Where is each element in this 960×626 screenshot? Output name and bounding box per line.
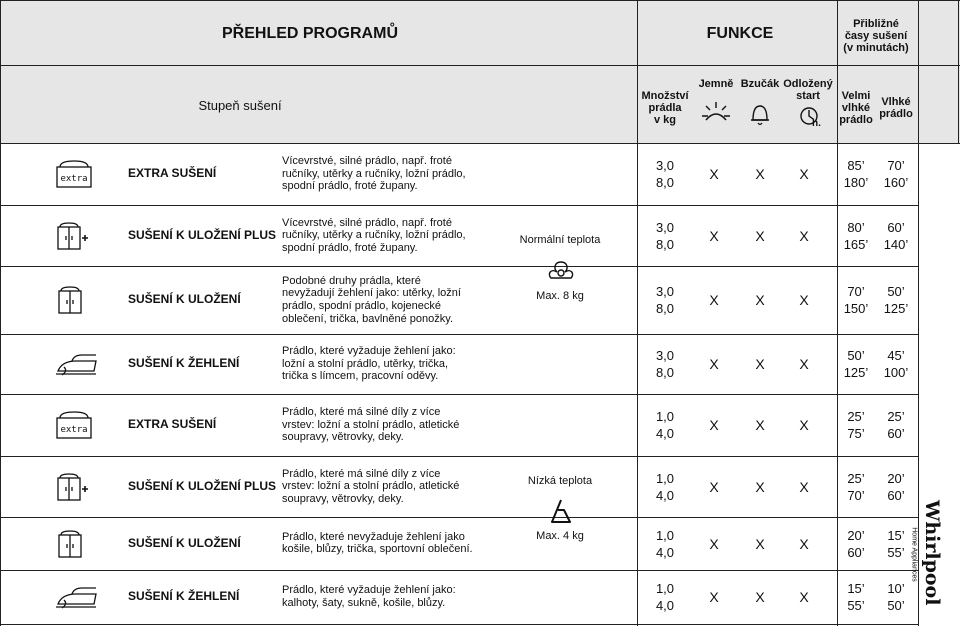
gentle-mark: X [709, 166, 719, 182]
program-name: SUŠENÍ K ULOŽENÍ PLUS [128, 227, 277, 242]
iron-icon [52, 582, 102, 612]
time-very-wet: 85’ 180’ [843, 158, 869, 190]
description-line: nevyžadují žehlení jako: utěrky, ložní [282, 287, 461, 300]
program-name: EXTRA SUŠENÍ [128, 417, 217, 431]
time-very-wet: 80’ 165’ [843, 219, 869, 252]
table-row [0, 334, 918, 394]
grid-line [0, 624, 918, 625]
buzzer-mark: X [755, 535, 765, 552]
program-description [282, 155, 502, 193]
gentle-mark: X [709, 589, 719, 605]
buzzer-mark: X [755, 417, 765, 433]
description-line: Vícevrstvé, silné prádlo, např. froté [282, 216, 452, 229]
cupboard-plus-icon [52, 221, 102, 251]
amount-kg: 1,0 4,0 [655, 527, 675, 560]
time-wet: 25’ 60’ [887, 409, 905, 441]
table-row [0, 456, 918, 517]
program-name: SUŠENÍ K ŽEHLENÍ [128, 356, 240, 370]
amount-kg: 1,0 4,0 [655, 470, 675, 503]
svg-text:extra: extra [60, 174, 88, 184]
description-line: ručníky, utěrky a ručníky, ložní prádlo, [282, 229, 466, 242]
normal-temp-icon [546, 258, 576, 282]
delay-hours-label: h. [812, 118, 821, 129]
delay-mark: X [799, 535, 809, 552]
description-line: ložní a stolní prádlo, utěrky, trička, [282, 357, 449, 370]
description-line: Prádlo, které nevyžaduje žehlení jako [282, 530, 465, 543]
description-line: Podobné druhy prádla, které [282, 274, 421, 287]
buzzer-mark: X [755, 166, 765, 182]
extra-dry-icon [52, 159, 102, 189]
title-times: Přibližné časy sušení (v minutách) [843, 18, 909, 54]
time-wet: 45’ 100’ [883, 348, 909, 380]
description-line: Prádlo, které vyžaduje žehlení jako: [282, 584, 456, 597]
amount-kg: 3,0 8,0 [655, 348, 675, 380]
gentle-mark: X [709, 292, 719, 308]
program-name: EXTRA SUŠENÍ [128, 166, 217, 180]
amount-kg: 1,0 4,0 [655, 581, 675, 613]
program-name: SUŠENÍ K ULOŽENÍ [128, 535, 241, 550]
program-description [282, 345, 502, 383]
buzzer-mark: X [755, 356, 765, 372]
description-line: oblečení, trička, bavlněné ponožky. [282, 312, 454, 325]
delayed-start-header: Odložený start [783, 78, 833, 102]
delay-mark: X [799, 589, 809, 605]
description-line: spodní prádlo, froté župany. [282, 180, 418, 193]
time-wet: 70’ 160’ [883, 158, 909, 190]
description-line: trička s límcem, pracovní oděvy. [282, 370, 439, 383]
description-line: Vícevrstvé, silné prádlo, např. froté [282, 155, 452, 168]
bell-icon [748, 100, 772, 128]
table-row [0, 266, 918, 334]
normal-temp-label: Normální teplota [519, 234, 601, 246]
description-line: košile, blůzy, trička, sportovní oblečení. [282, 543, 473, 556]
delay-mark: X [799, 227, 809, 244]
normal-max-label: Max. 8 kg [536, 290, 584, 302]
table-row [0, 570, 918, 624]
grid-line [958, 0, 959, 143]
cupboard-icon [52, 285, 102, 315]
time-very-wet: 25’ 70’ [847, 470, 865, 503]
time-wet: 15’ 55’ [887, 527, 905, 560]
low-temp-label: Nízká teplota [527, 475, 593, 487]
gentle-mark: X [709, 535, 719, 552]
program-description [282, 275, 502, 325]
description-line: kalhoty, šaty, sukně, košile, blůzy. [282, 596, 446, 609]
low-max-label: Max. 4 kg [536, 530, 584, 542]
time-wet: 20’ 60’ [887, 470, 905, 503]
cupboard-plus-icon [52, 472, 102, 502]
brand-name: Whirlpool [921, 500, 943, 606]
cupboard-icon [52, 529, 102, 559]
program-description [282, 584, 502, 609]
low-temp-icon [548, 498, 574, 524]
very-wet-header: Velmi vlhké prádlo [839, 90, 873, 126]
time-wet: 60’ 140’ [883, 219, 909, 252]
amount-kg: 3,0 8,0 [655, 158, 675, 190]
table-row [0, 205, 918, 266]
gentle-mark: X [709, 417, 719, 433]
buzzer-header: Bzučák [740, 78, 780, 90]
amount-header: Množství prádla v kg [641, 90, 689, 126]
title-programs: PŘEHLED PROGRAMŮ [221, 25, 398, 42]
delay-mark: X [799, 166, 809, 182]
gentle-mark: X [709, 227, 719, 244]
delay-mark: X [799, 292, 809, 308]
amount-kg: 3,0 8,0 [655, 284, 675, 316]
svg-text:extra: extra [60, 425, 88, 435]
program-description [282, 406, 502, 444]
gentle-mark: X [709, 478, 719, 495]
time-very-wet: 70’ 150’ [843, 284, 869, 316]
brand-tagline: Home Appliances [910, 527, 918, 582]
description-line: Prádlo, které má silné díly z více [282, 467, 441, 480]
buzzer-mark: X [755, 589, 765, 605]
program-description [282, 217, 502, 255]
extra-dry-icon [52, 410, 102, 440]
description-line: vrstev: ložní a stolní prádlo, atletické [282, 418, 460, 431]
buzzer-mark: X [755, 227, 765, 244]
description-line: soupravy, větrovky, deky. [282, 492, 404, 505]
gentle-icon [698, 98, 734, 126]
program-name: SUŠENÍ K ULOŽENÍ [128, 292, 241, 306]
grid-line [0, 65, 960, 66]
time-wet: 10’ 50’ [887, 581, 905, 613]
description-line: spodní prádlo, froté župany. [282, 241, 418, 254]
brand-logo [908, 500, 956, 609]
table-row [0, 517, 918, 570]
amount-kg: 1,0 4,0 [655, 409, 675, 441]
buzzer-mark: X [755, 292, 765, 308]
program-description [282, 531, 502, 556]
grid-line [0, 0, 960, 1]
description-line: prádlo, spodní prádlo, kojenecké [282, 299, 441, 312]
gentle-header: Jemně [698, 78, 734, 90]
table-row [0, 394, 918, 456]
amount-kg: 3,0 8,0 [655, 219, 675, 252]
description-line: Prádlo, které vyžaduje žehlení jako: [282, 345, 456, 358]
gentle-mark: X [709, 356, 719, 372]
description-line: soupravy, větrovky, deky. [282, 431, 404, 444]
program-name: SUŠENÍ K ŽEHLENÍ [128, 589, 240, 603]
description-line: vrstev: ložní a stolní prádlo, atletické [282, 480, 460, 493]
description-line: Prádlo, které má silné díly z více [282, 406, 441, 419]
iron-icon [52, 349, 102, 379]
time-very-wet: 25’ 75’ [847, 409, 865, 441]
program-description [282, 468, 502, 506]
delay-mark: X [799, 417, 809, 433]
wet-header: Vlhké prádlo [879, 96, 913, 120]
time-wet: 50’ 125’ [883, 284, 909, 316]
program-name: SUŠENÍ K ULOŽENÍ PLUS [128, 478, 277, 493]
delay-mark: X [799, 356, 809, 372]
table-row [0, 143, 918, 205]
time-very-wet: 15’ 55’ [847, 581, 865, 613]
delay-mark: X [799, 478, 809, 495]
title-functions: FUNKCE [706, 25, 774, 42]
time-very-wet: 20’ 60’ [847, 527, 865, 560]
time-very-wet: 50’ 125’ [843, 348, 869, 380]
buzzer-mark: X [755, 478, 765, 495]
description-line: ručníky, utěrky a ručníky, ložní prádlo, [282, 167, 466, 180]
drying-level-header: Stupeň sušení [198, 98, 282, 113]
